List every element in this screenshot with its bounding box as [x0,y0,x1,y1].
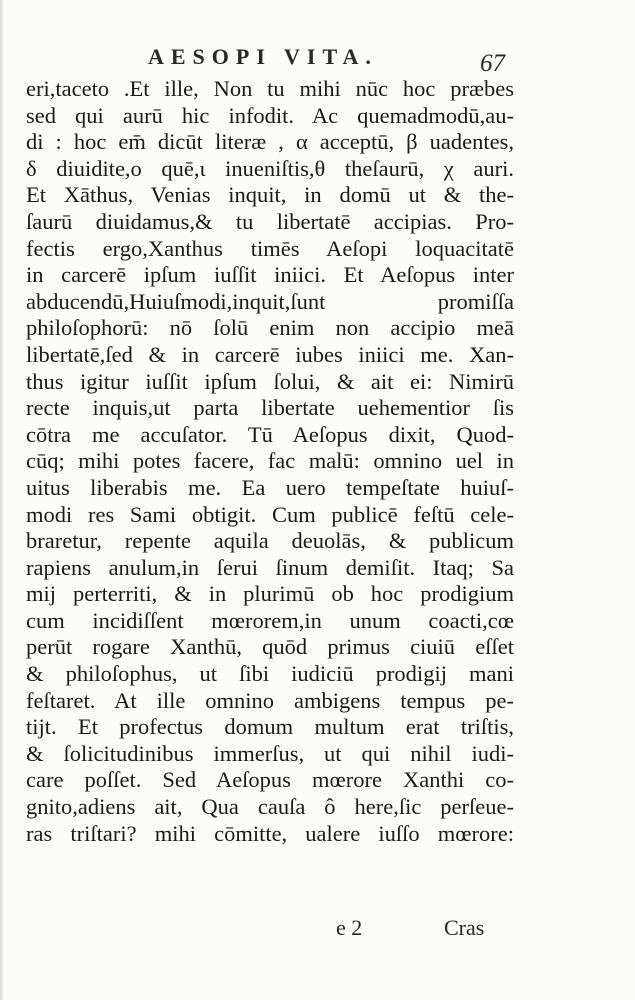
text-line: sed qui aurū hic infodit. Ac quemadmodū,au- [26,102,514,128]
text-line: Et Xāthus, Venias inquit, in domū ut & the- [26,182,514,208]
text-line: fectis ergo,Xanthus timēs Aeſopi loquacitatē [26,235,514,261]
text-line: rapiens anulum,in ſerui ſinum demiſit. Itaq; Sa [26,554,514,580]
text-line: & ſolicitudinibus immerſus, ut qui nihil iudi- [26,740,514,766]
page-footer [0,915,635,951]
text-line: ſaurū diuidamus,& tu libertatē accipias. Pro- [26,208,514,234]
text-line: uitus liberabis me. Ea uero tempeſtate huiuſ- [26,474,514,500]
signature-mark: e 2 [336,915,363,940]
text-line: mij perterriti, & in plurimū ob hoc prodigium [26,581,514,607]
text-line: cūq; mihi potes facere, fac malū: omnino uel in [26,448,514,474]
text-line: tijt. Et profectus domum multum erat triſtis, [26,714,514,740]
text-line: cum incidiſſent mœrorem,in unum coacti,cœ [26,607,514,633]
text-line: recte inquis,ut parta libertate uehementior ſis [26,395,514,421]
text-line: di : hoc em̄ dicūt literæ , α acceptū, β uadentes, [26,129,514,155]
text-line: care poſſet. Sed Aeſopus mœrore Xanthi co- [26,767,514,793]
text-line: abducendū,Huiuſmodi,inquit,ſunt promiſſa [26,288,514,314]
text-line: gnito,adiens ait, Qua cauſa ô here,ſic perſeue- [26,794,514,820]
text-line: ras triſtari? mihi cōmitte, ualere iuſſo mœrore: [26,820,514,846]
text-line: δ diuidite,ο quē,ι inueniſtis,θ theſaurū, χ auri. [26,155,514,181]
text-line: in carcerē ipſum iuſſit iniici. Et Aeſopus inter [26,262,514,288]
text-line: feſtaret. At ille omnino ambigens tempus pe- [26,687,514,713]
text-line: thus igitur iuſſit ipſum ſolui, & ait ei: Nimirū [26,368,514,394]
body-text [26,76,514,847]
page-header [0,44,635,78]
text-line: perūt rogare Xanthū, quōd primus ciuiū eſſet [26,634,514,660]
page-edge-shadow [0,0,4,1000]
text-line: eri,taceto .Et ille, Non tu mihi nūc hoc præbes [26,76,514,101]
text-line: philoſophorū: nō ſolū enim non accipio meā [26,315,514,341]
text-line: modi res Sami obtigit. Cum publicē feſtū cele- [26,501,514,527]
text-line: braretur, repente aquila deuolās, & publicum [26,528,514,554]
catchword: Cras [444,915,485,940]
text-line: libertatē,ſed & in carcerē iubes iniici me. Xan- [26,341,514,367]
text-line: & philoſophus, ut ſibi iudiciū prodigij mani [26,661,514,687]
page-number: 67 [480,50,505,77]
text-line: cōtra me accuſator. Tū Aeſopus dixit, Quod- [26,421,514,447]
running-head: AESOPI VITA. [148,44,378,69]
